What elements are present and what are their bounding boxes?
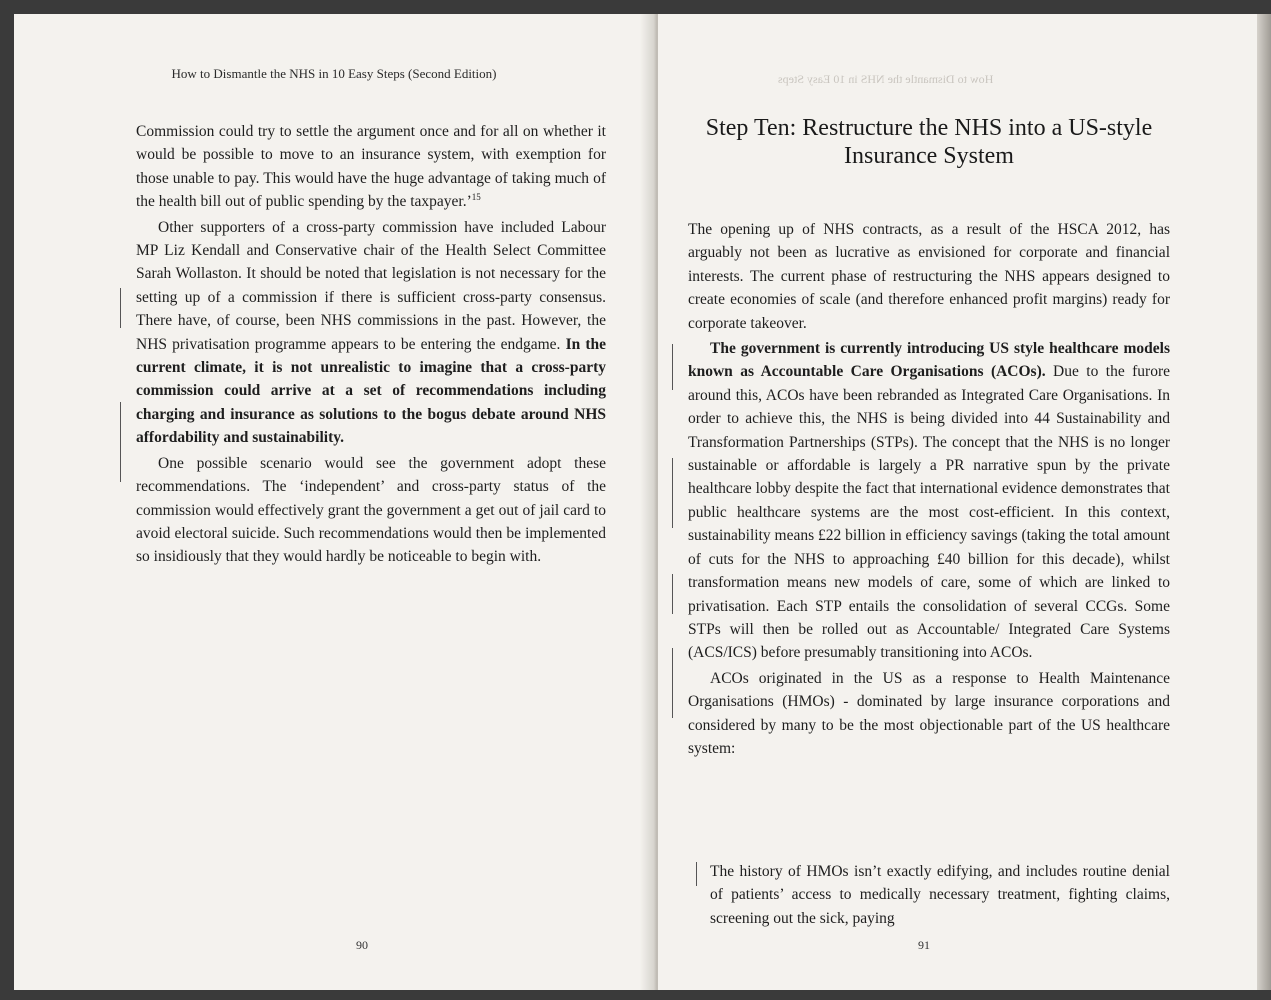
right-paragraph-2 [688, 337, 1170, 665]
left-paragraph-2-bold: In the current climate, it is not unrealistic to imagine that a cross-party commission could arrive at a set of recommendations including charging and insurance as solutions to the bogus debate around NHS affordability and sustainability. [136, 335, 606, 447]
left-paragraph-3: One possible scenario would see the government adopt these recommendations. The ‘independent’ and cross-party status of the commission would effectively grant the government a get out of jail card to avoid electoral suicide. Such recommendations would then be implemented so insidiously that they would hardly be noticeable to begin with. [136, 454, 606, 566]
right-body-text [688, 218, 1170, 760]
right-paragraph-1: The opening up of NHS contracts, as a result of the HSCA 2012, has arguably not been as lucrative as envisioned for corporate and financial interests. The current phase of restructuring the NHS appears designed to create economies of scale (and therefore enhanced profit margins) ready for corporate takeover. [688, 221, 1170, 332]
page-number: 91 [918, 938, 930, 952]
left-body-text [136, 120, 606, 569]
block-quote: The history of HMOs isn’t exactly edifying, and includes routine denial of patients’ access to medically necessary treatment, fighting claims, screening out the sick, paying [710, 863, 1170, 927]
margin-line [120, 288, 121, 328]
left-paragraph-1 [136, 120, 606, 214]
running-head: How to Dismantle the NHS in 10 Easy Steps (Second Edition) [171, 66, 497, 81]
page-number: 90 [356, 938, 368, 952]
margin-line [672, 458, 673, 528]
left-paragraph-1-text: Commission could try to settle the argument once and for all on whether it would be possible to move to an insurance system, with exemption for those unable to pay. This would have the huge advantage of taking much of the health bill out of public spending by the taxpayer.’ [136, 123, 606, 211]
margin-line [120, 402, 121, 482]
chapter-heading: Step Ten: Restructure the NHS into a US-style Insurance System [705, 115, 1153, 169]
right-paragraph-2-bold: The government is currently introducing US style healthcare models known as Accountable Care Organisations (ACOs). [688, 340, 1170, 381]
left-paragraph-2-text: Other supporters of a cross-party commission have included Labour MP Liz Kendall and Conservative chair of the Health Select Committee Sarah Wollaston. It should be noted that legislation is not necessary for the setting up of a commission if there is sufficient cross-party consensus. There have, of course, been NHS commissions in the past. However, the NHS privatisation programme appears to be entering the endgame. [136, 218, 606, 353]
left-page [14, 14, 654, 990]
right-paragraph-2-text: Due to the furore around this, ACOs have been rebranded as Integrated Care Organisations. In order to achieve this, the NHS is being divided into 44 Sustainability and Transformation Partnerships (STPs). The concept that the NHS is no longer sustainable or affordable is largely a PR narrative spun by the private healthcare lobby despite the fact that international evidence demonstrates that public healthcare systems are the most cost-efficient. In this context, sustainability means £22 billion in efficiency savings (taking the total amount of cuts for the NHS to approaching £40 billion for this decade), whilst transformation means new models of care, some of which are linked to privatisation. Each STP entails the consolidation of several CCGs. Some STPs will then be rolled out as Accountable/ Integrated Care Systems (ACS/ICS) before presumably transitioning into ACOs. [688, 363, 1170, 662]
show-through-heading: How to Dismantle the NHS in 10 Easy Steps [778, 72, 994, 86]
right-page [658, 14, 1258, 990]
margin-line [696, 862, 697, 886]
margin-line [672, 574, 673, 614]
left-paragraph-2 [136, 216, 606, 450]
right-paragraph-3: ACOs originated in the US as a response to Health Maintenance Organisations (HMOs) - dominated by large insurance corporations and considered by many to be the most objectionable part of the US healthcare system: [688, 669, 1170, 757]
page-edge [1257, 14, 1271, 990]
footnote-ref: 15 [471, 192, 481, 203]
margin-line [672, 344, 673, 390]
margin-line [672, 648, 673, 718]
